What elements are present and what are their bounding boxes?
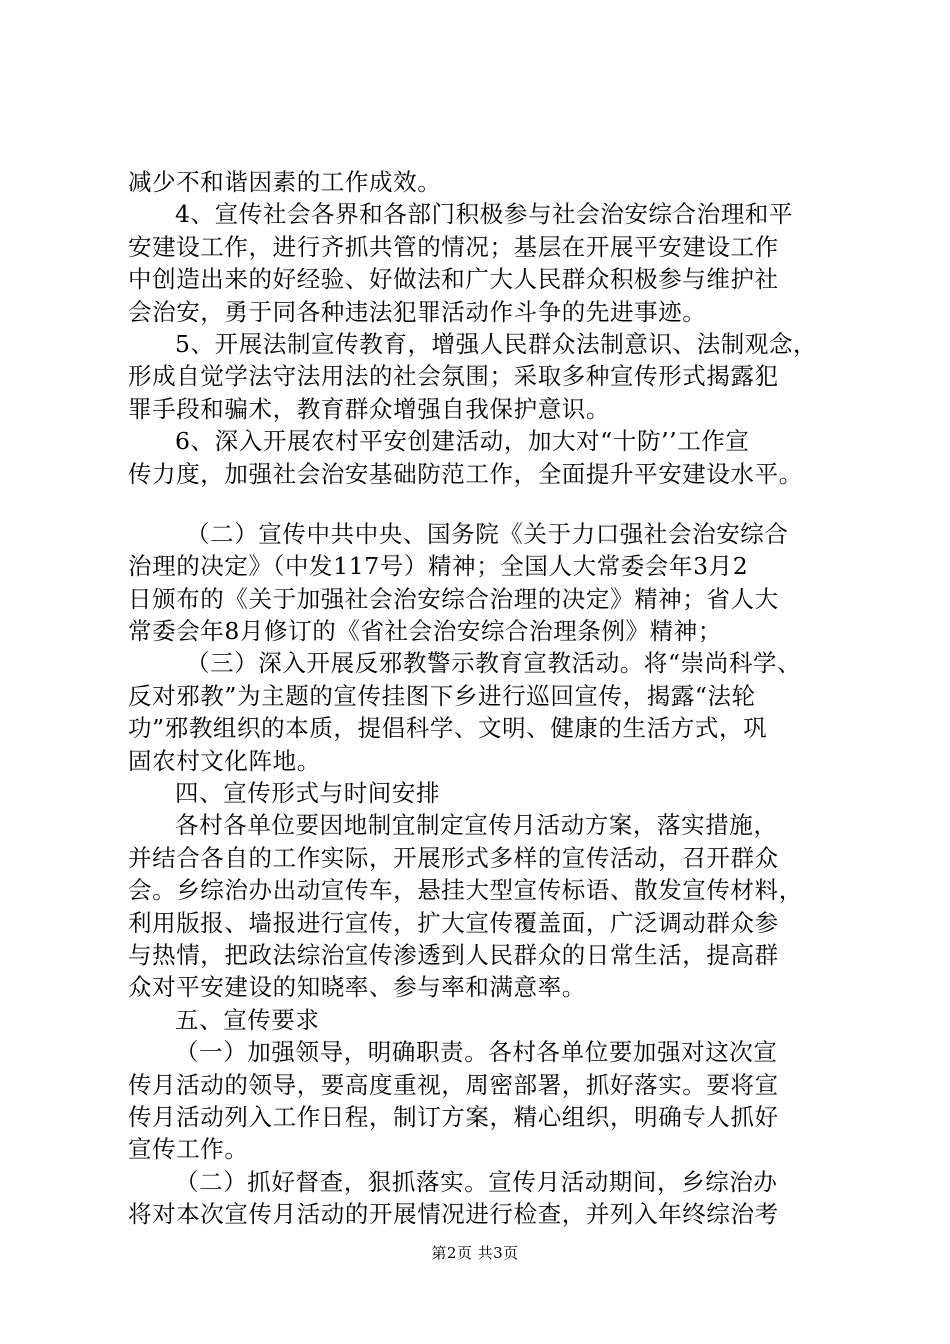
text-line: 众对平安建设的知晓率、参与率和满意率。 <box>128 973 586 1002</box>
text-line: 反对邪教”为主题的宣传挂图下乡进行巡回宣传，揭露“法轮 <box>128 681 756 710</box>
text-line: 宣传工作。 <box>128 1135 249 1164</box>
text-line: 会。乡综治办出动宣传车，悬挂大型宣传标语、散发宣传材料， <box>128 876 803 905</box>
text-line: 日颁布的《关于加强社会治安综合治理的决定》精神；省人大 <box>128 584 779 613</box>
text-line: 罪手段和骗术，教育群众增强自我保护意识。 <box>128 394 610 423</box>
text-line: 传力度，加强社会治安基础防范工作，全面提升平安建设水平。 <box>128 459 803 488</box>
text-line: 与热情，把政法综治宣传渗透到人民群众的日常生活，提高群 <box>128 940 779 969</box>
text-line: 6、深入开展农村平安创建活动，加大对“十防’’工作宣 <box>175 427 750 456</box>
text-line: 利用版报、墙报进行宣传，扩大宣传覆盖面，广泛调动群众参 <box>128 908 779 937</box>
text-line: （二）宣传中共中央、国务院《关于力口强社会治安综合 <box>186 519 789 548</box>
page-number: 第2页 共3页 <box>431 1244 519 1262</box>
text-line: 治理的决定》（中发117号）精神；全国人大常委会年3月2 <box>128 552 749 581</box>
text-line: 5、开展法制宣传教育，增强人民群众法制意识、法制观念， <box>175 329 818 358</box>
text-line: 4、宣传社会各界和各部门积极参与社会治安综合治理和平 <box>175 200 794 229</box>
text-line: 会治安，勇于同各种违法犯罪活动作斗争的先进事迹。 <box>128 297 707 326</box>
text-line: 中创造出来的好经验、好做法和广大人民群众积极参与维护社 <box>128 265 779 294</box>
text-line: 传月活动的领导，要高度重视，周密部署，抓好落实。要将宣 <box>128 1070 779 1099</box>
text-line: 减少不和谐因素的工作成效。 <box>128 168 442 196</box>
text-line: 安建设工作，进行齐抓共管的情况；基层在开展平安建设工作 <box>128 232 779 261</box>
text-line: 固农村文化阵地。 <box>128 746 321 775</box>
text-line: 各村各单位要因地制宜制定宣传月活动方案，落实措施， <box>175 811 778 840</box>
section-heading: 五、宣传要求 <box>175 1005 320 1034</box>
document-body <box>128 166 848 1231</box>
text-line: 传月活动列入工作日程，制订方案，精心组织，明确专人抓好 <box>128 1102 779 1131</box>
text-line: 形成自觉学法守法用法的社会氛围；采取多种宣传形式揭露犯 <box>128 362 779 391</box>
text-line: （二）抓好督查，狠抓落实。宣传月活动期间，乡综治办 <box>175 1167 778 1196</box>
text-line: 功”邪教组织的本质，提倡科学、文明、健康的生活方式，巩 <box>128 714 768 743</box>
text-line: 常委会年8月修订的《省社会治安综合治理条例》精神； <box>128 617 722 646</box>
page-footer <box>0 1243 950 1263</box>
text-line: （一）加强领导，明确职责。各村各单位要加强对这次宣 <box>175 1038 778 1067</box>
paragraph-gap <box>128 490 848 518</box>
section-heading: 四、宣传形式与时间安排 <box>175 779 441 808</box>
text-line: 并结合各自的工作实际，开展形式多样的宣传活动，召开群众 <box>128 843 779 872</box>
text-line: （三）深入开展反邪教警示教育宣教活动。将“崇尚科学、 <box>186 649 802 678</box>
text-line: 将对本次宣传月活动的开展情况进行检查，并列入年终综治考 <box>128 1200 779 1229</box>
